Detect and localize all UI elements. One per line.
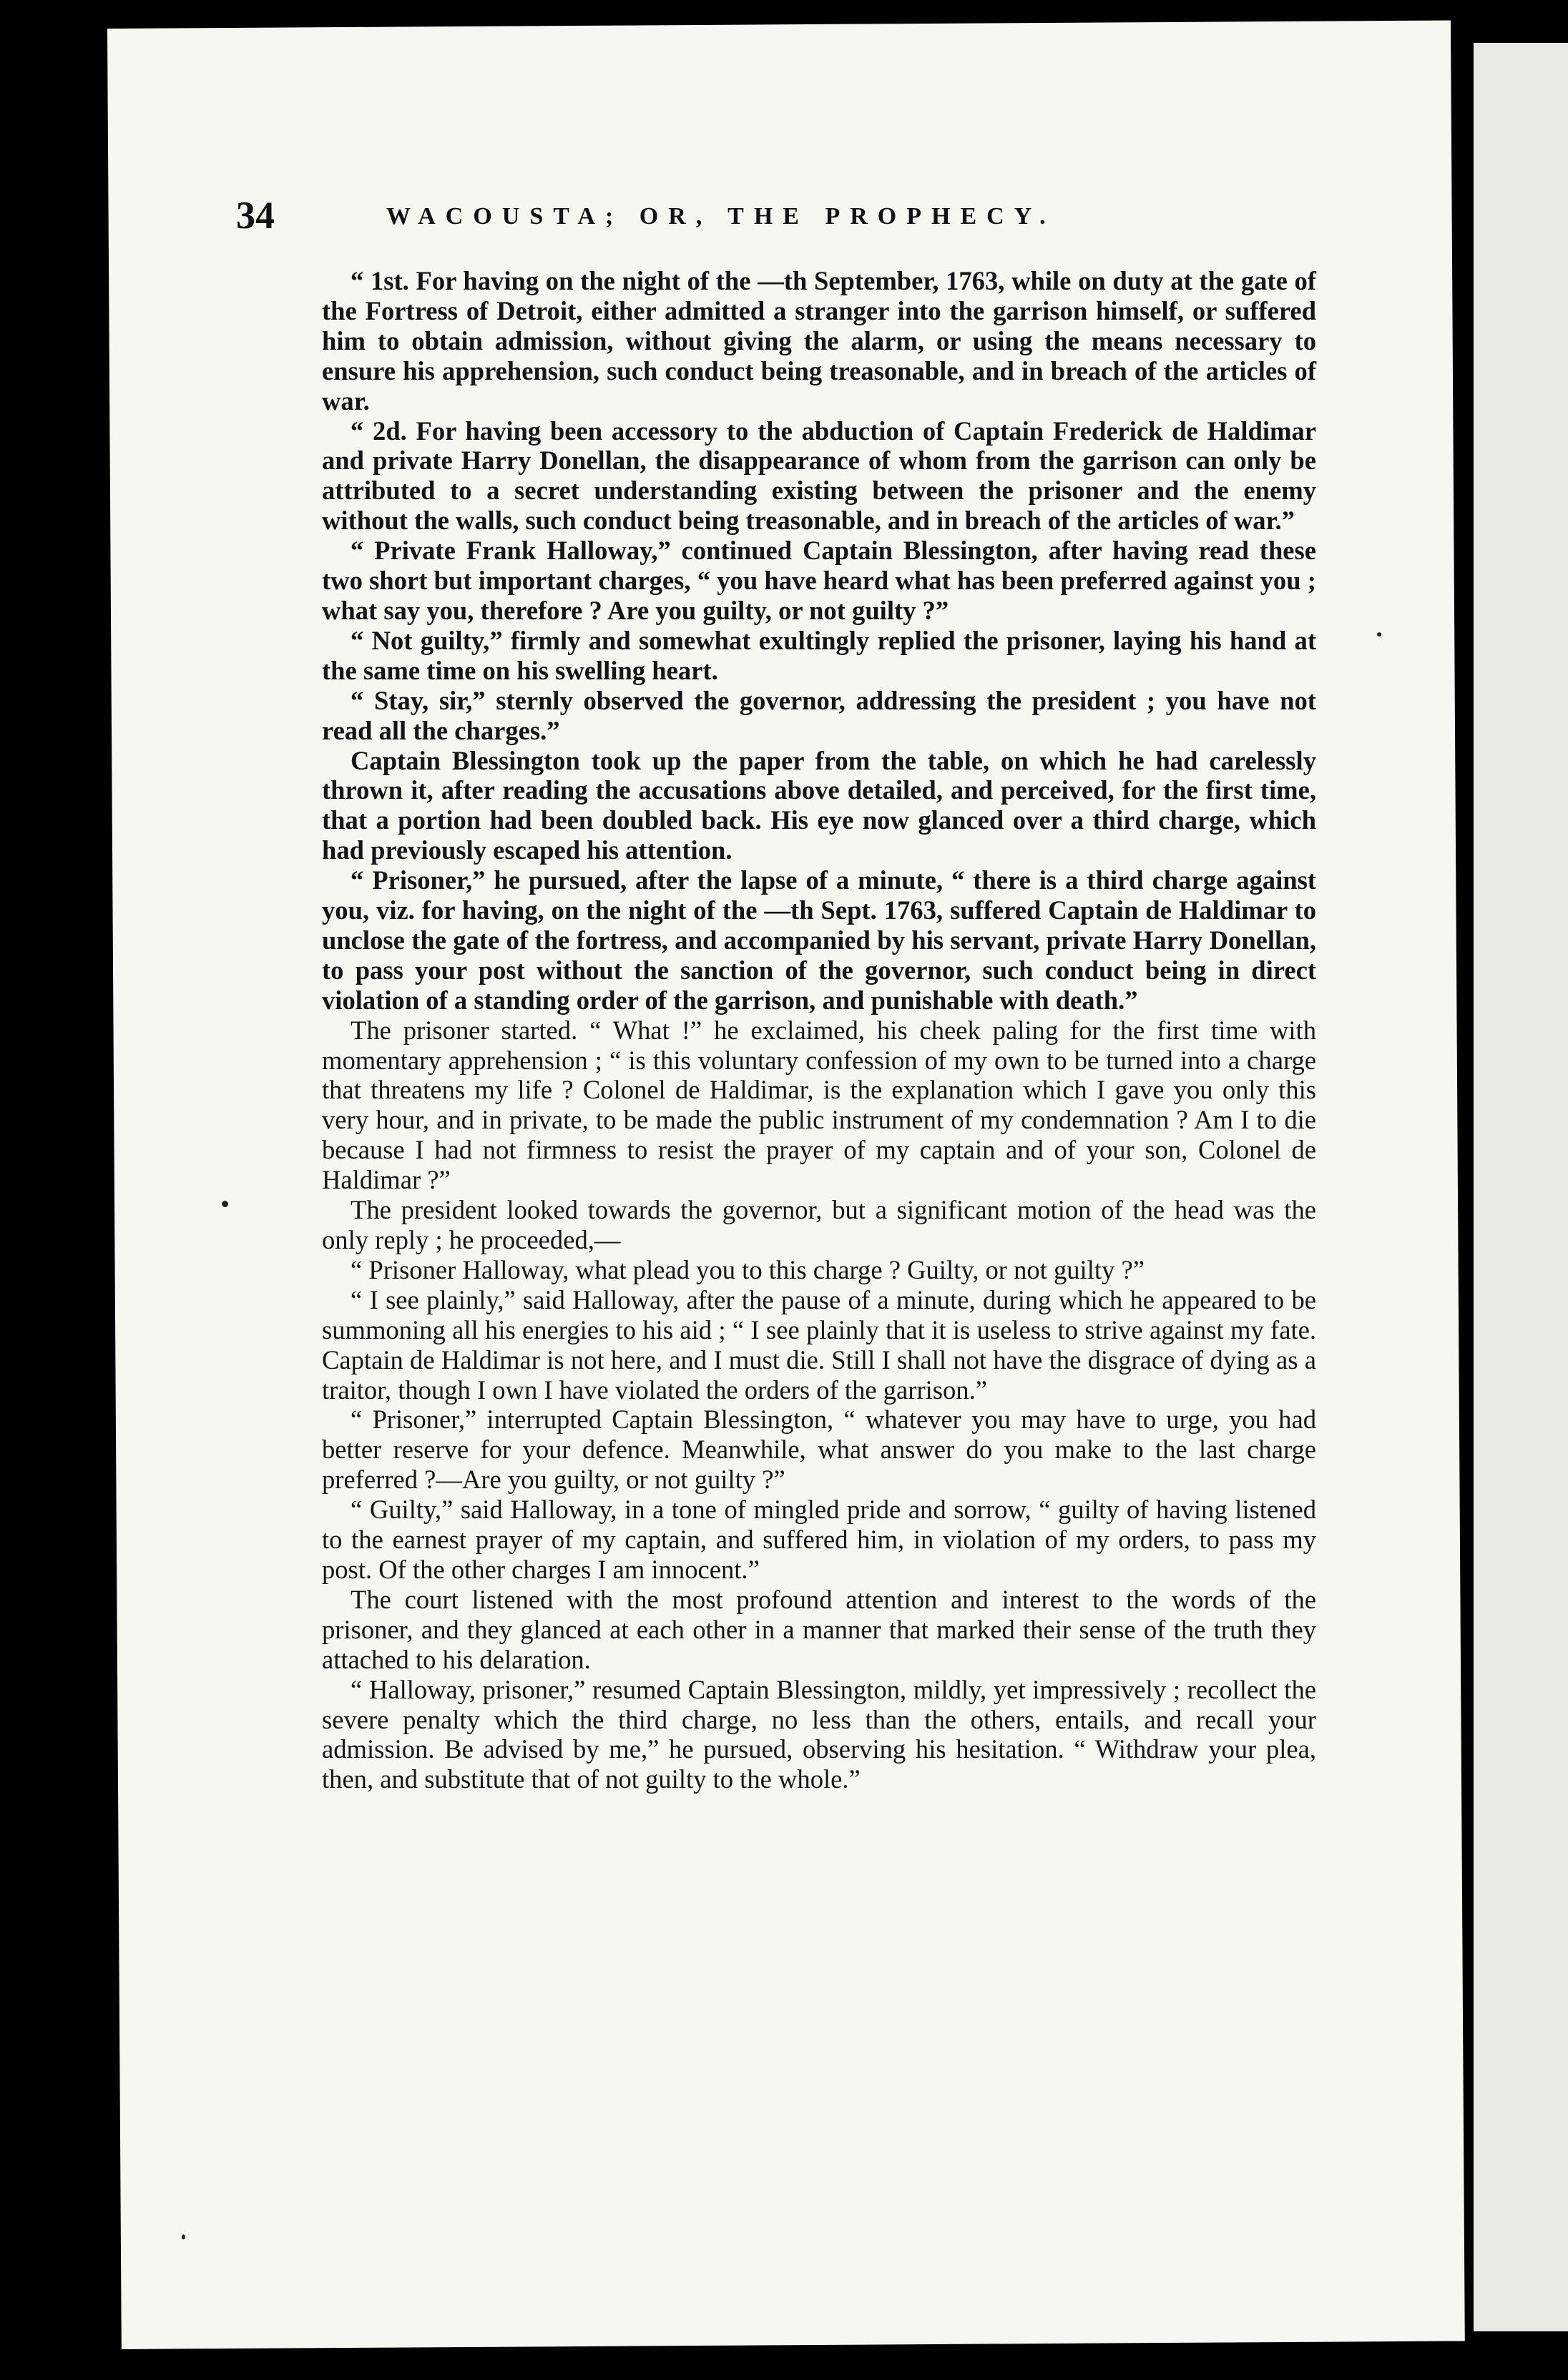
paragraph: “ Stay, sir,” sternly observed the governor, addressing the president ; you have not read all the charges.” <box>322 685 1316 745</box>
paragraph: Captain Blessington took up the paper from the table, on which he had carelessly thrown it, after reading the accusations above detailed, and perceived, for the first time, that a portion had been doubled back. His eye now glanced over a third charge, which had previously escaped his attention. <box>322 745 1316 865</box>
ink-speck <box>182 2234 185 2239</box>
paragraph: “ Not guilty,” firmly and somewhat exultingly replied the prisoner, laying his hand at the same time on his swelling heart. <box>322 625 1316 685</box>
running-head <box>236 193 1309 243</box>
paragraph: The prisoner started. “ What !” he exclaimed, his cheek paling for the first time with momentary apprehension ; “ is this voluntary confession of my own to be turned into a charge that threatens my life ? Colonel de Haldimar, is the explanation which I gave you only this very hour, and in private, to be made the public instrument of my condemnation ? Am I to die because I had not firmness to resist the prayer of my captain and of your son, Colonel de Haldimar ?” <box>322 1015 1316 1195</box>
ink-speck <box>222 1201 228 1207</box>
running-title: WACOUSTA; OR, THE PROPHECY. <box>386 203 1056 230</box>
page-number: 34 <box>236 194 275 237</box>
paragraph: The president looked towards the governor, but a significant motion of the head was the only reply ; he proceeded,— <box>322 1195 1316 1254</box>
paragraph: “ 1st. For having on the night of the —th September, 1763, while on duty at the gate of the Fortress of Detroit, either admitted a stranger into the garrison himself, or suffered him to obtain admission, without giving the alarm, or using the means necessary to ensure his apprehension, such conduct being treasonable, and in breach of the articles of war. <box>322 266 1316 415</box>
paragraph: “ Prisoner Halloway, what plead you to this charge ? Guilty, or not guilty ?” <box>351 1254 1145 1284</box>
paragraph: “ Guilty,” said Halloway, in a tone of mingled pride and sorrow, “ guilty of having listened to the earnest prayer of my captain, and suffered him, in violation of my orders, to pass my post. Of the other charges I am innocent.” <box>322 1495 1316 1584</box>
paragraph: “ Prisoner,” interrupted Captain Blessington, “ whatever you may have to urge, you had better reserve for your defence. Meanwhile, what answer do you make to the last charge preferred ?—Are you guilty, or not guilty ?” <box>322 1405 1316 1495</box>
paragraph: “ Halloway, prisoner,” resumed Captain Blessington, mildly, yet impressively ; recollect the severe penalty which the third charge, no less than the others, entails, and recall your admission. Be advised by me,” he pursued, observing his hesitation. “ Withdraw your plea, then, and substitute that of not guilty to the whole.” <box>322 1674 1316 1794</box>
facing-page-edge <box>1474 43 1568 2331</box>
paragraph: “ Prisoner,” he pursued, after the lapse of a minute, “ there is a third charge against you, viz. for having, on the night of the —th Sept. 1763, suffered Captain de Haldimar to unclose the gate of the fortress, and accompanied by his servant, private Harry Donellan, to pass your post without the sanction of the governor, such conduct being in direct violation of a standing order of the garrison, and punishable with death.” <box>322 865 1316 1015</box>
paragraph: “ 2d. For having been accessory to the abduction of Captain Frederick de Haldimar and private Harry Donellan, the disappearance of whom from the garrison can only be attributed to a secret understanding existing between the prisoner and the enemy without the walls, such conduct being treasonable, and in breach of the articles of war.” <box>322 415 1316 536</box>
body-text <box>322 266 1316 1794</box>
paragraph: “ I see plainly,” said Halloway, after the pause of a minute, during which he appeared to be summoning all his energies to his aid ; “ I see plainly that it is useless to strive against my fate. Captain de Haldimar is not here, and I must die. Still I shall not have the disgrace of dying as a traitor, though I own I have violated the orders of the garrison.” <box>322 1284 1316 1405</box>
ink-speck <box>1377 632 1381 636</box>
paragraph: The court listened with the most profound attention and interest to the words of the prisoner, and they glanced at each other in a manner that marked their sense of the truth they attached to his delaration. <box>322 1584 1316 1674</box>
paragraph: “ Private Frank Halloway,” continued Captain Blessington, after having read these two short but important charges, “ you have heard what has been preferred against you ; what say you, therefore ? Are you guilty, or not guilty ?” <box>322 536 1316 625</box>
